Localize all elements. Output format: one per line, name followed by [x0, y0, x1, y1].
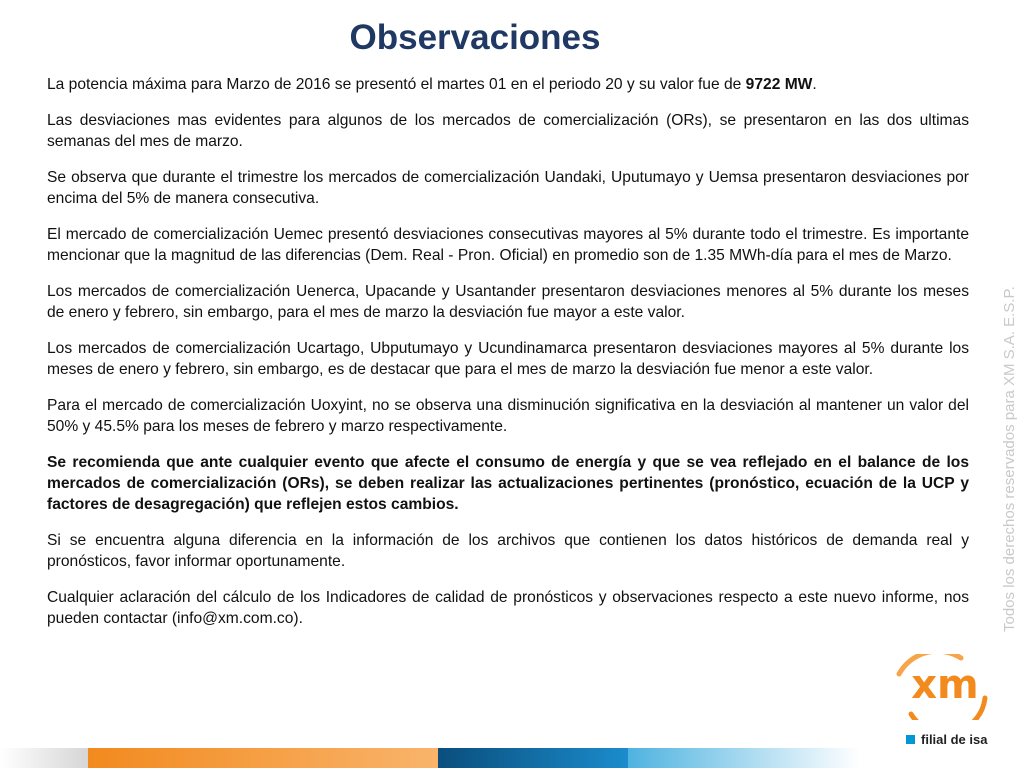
logo-text: xm [911, 662, 979, 708]
paragraph-uoxyint: Para el mercado de comercialización Uoxyint, no se observa una disminución significativa en la desviación al mantener un valor del 50% y 45.5% para los meses de febrero y marzo respectivamente. [47, 397, 969, 435]
paragraph-differences: Si se encuentra alguna diferencia en la información de los archivos que contienen los datos históricos de demanda real y pronósticos, favor informar oportunamente. [47, 532, 969, 570]
paragraph-contact: Cualquier aclaración del cálculo de los Indicadores de calidad de pronósticos y observaciones respecto a este nuevo informe, nos pueden contactar (info@xm.com.co). [47, 589, 969, 627]
square-icon [906, 735, 915, 744]
paragraph-quarter-markets: Se observa que durante el trimestre los mercados de comercialización Uandaki, Uputumayo y Uemsa presentaron desviaciones por encima del 5% de manera consecutiva. [47, 169, 969, 207]
rights-notice: Todos los derechos reservados para XM S.A. E.S.P. [1001, 286, 1018, 632]
paragraph-peak-power [47, 74, 969, 95]
footer-segment-light [628, 748, 860, 768]
footer-segment-gray [0, 748, 88, 768]
paragraph-recommendation: Se recomienda que ante cualquier evento que afecte el consumo de energía y que se vea reflejado en el balance de los mercados de comercialización (ORs), se deben realizar las actualizaciones pertinentes (pronóstico, ecuación de la UCP y factores de desagregación) que reflejen estos cambios. [47, 454, 969, 513]
peak-power-value: 9722 MW [745, 76, 813, 93]
peak-power-text: La potencia máxima para Marzo de 2016 se presentó el martes 01 en el periodo 20 y su valor fue de [47, 76, 746, 93]
page-title: Observaciones [349, 18, 601, 57]
paragraph-uemec: El mercado de comercialización Uemec presentó desviaciones consecutivas mayores al 5% durante todo el trimestre. Es importante mencionar que la magnitud de las diferencias (Dem. Real - Pron. Oficial) en promedio son de 1.35 MWh-día para el mes de Marzo. [47, 226, 969, 264]
subsidiary-label [906, 732, 987, 747]
observations-body [47, 74, 969, 644]
footer-segment-blue [438, 748, 628, 768]
paragraph-ucartago: Los mercados de comercialización Ucartago, Ubputumayo y Ucundinamarca presentaron desviaciones mayores al 5% durante los meses de enero y febrero, sin embargo, es de destacar que para el mes de marzo la desviación fue menor a este valor. [47, 340, 969, 378]
subsidiary-text: filial de isa [921, 732, 988, 747]
paragraph-deviations: Las desviaciones mas evidentes para algunos de los mercados de comercialización (ORs), se presentaron en las dos ultimas semanas del mes de marzo. [47, 112, 969, 150]
xm-logo-icon [893, 654, 993, 720]
paragraph-uenerca: Los mercados de comercialización Uenerca, Upacande y Usantander presentaron desviaciones menores al 5% durante los meses de enero y febrero, sin embargo, para el mes de marzo la desviación fue mayor a este valor. [47, 283, 969, 321]
footer-color-bar [0, 748, 860, 768]
peak-power-end: . [812, 76, 817, 93]
footer-segment-orange [88, 748, 438, 768]
